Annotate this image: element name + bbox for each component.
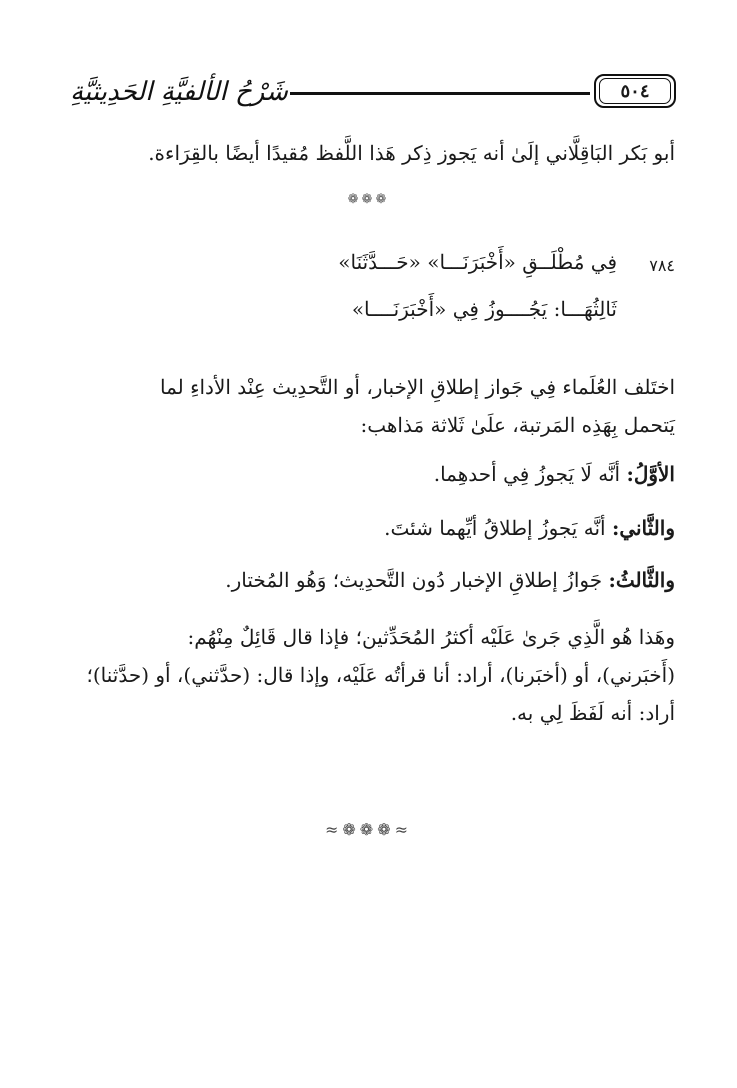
opinion-2-lead: والثَّاني: (611, 516, 675, 540)
paragraph-2-line-3: أراد: أنه لَفَظَ لِي به. (510, 701, 675, 725)
header-rule (290, 92, 590, 95)
opinion-3-lead: والثَّالثُ: (608, 568, 675, 592)
opinion-1-text: أنَّه لَا يَجوزُ فِي أحدهِما. (433, 462, 627, 486)
paragraph-2-line-2: (أَخبَرني)، أو (أخبَرنا)، أراد: أنا قرأتُه عَلَيْه، وإذا قال: (حدَّثني)، أو (حدَّثنا)؛ (86, 663, 675, 687)
opinion-2-text: أنَّه يَجوزُ إطلاقُ أيِّهما شئتَ. (384, 516, 612, 540)
opinion-2 (384, 513, 675, 543)
opinion-3 (225, 565, 675, 595)
paragraph-1-line-1: اختَلف العُلَماء فِي جَواز إطلاقِ الإخبار، أو التَّحدِيث عِنْد الأداءِ لما (159, 375, 675, 399)
page-number: ٥٠٤ (599, 78, 671, 104)
paragraph-1 (63, 368, 675, 444)
verse-number: ٧٨٤ (649, 256, 675, 275)
verse-hemistich-2: ثَالِثُهَـــا: يَجُــــوزُ فِي «أَخْبَرَنَــــا» (351, 297, 617, 321)
paragraph-2 (63, 618, 675, 732)
continuation-line: أبو بَكر البَاقِلَّاني إلَىٰ أنه يَجوز ذِكر هَذا اللَّفظ مُقيدًا أيضًا بالقِرَاءة. (148, 141, 675, 165)
paragraph-1-line-2: يَتحمل بِهَذِه المَرتبة، علَىٰ ثَلاثة مَذاهب: (360, 413, 675, 437)
end-ornament: ≈❁❁❁≈ (324, 820, 413, 839)
verse-hemistich-1: فِي مُطْلَــقِ «أَخْبَرَنَـــا» «حَـــدَّثَنَا» (338, 250, 617, 274)
book-title: شَرْحُ الألفيَّةِ الحَدِيثيَّةِ (70, 77, 288, 107)
paragraph-2-line-1: وهَذا هُو الَّذِي جَرىٰ عَلَيْه أكثرُ المُحَدِّثين؛ فإذا قال قَائِلٌ مِنْهُم: (187, 625, 675, 649)
opinion-1 (434, 459, 675, 489)
opinion-1-lead: الأوَّلُ: (626, 462, 675, 486)
separator-ornament: ❁❁❁ (347, 192, 390, 207)
page-header (64, 70, 676, 120)
opinion-3-text: جَوازُ إطلاقِ الإخبار دُون التَّحدِيث؛ وَهُو المُختار. (225, 568, 609, 592)
page-number-frame (594, 74, 676, 108)
